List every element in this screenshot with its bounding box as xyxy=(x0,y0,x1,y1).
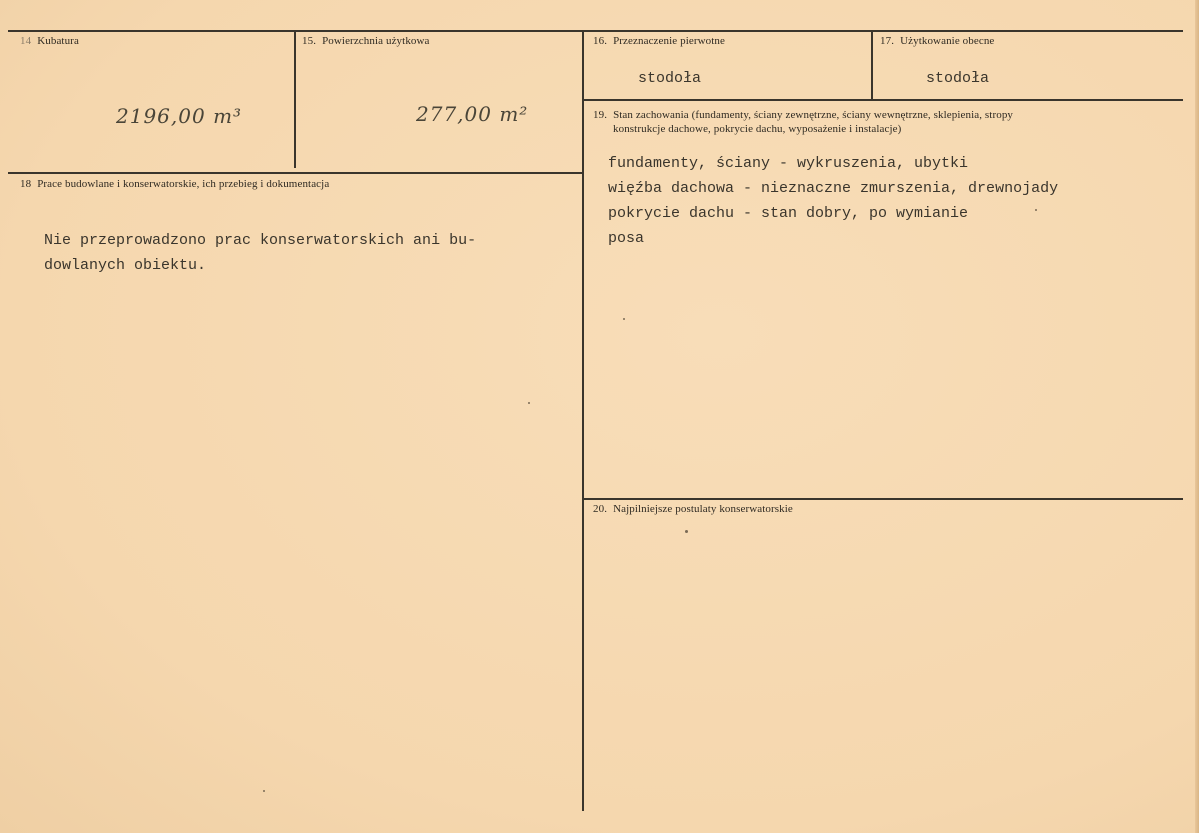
field-18-label xyxy=(20,177,329,191)
field-19-label-line-1 xyxy=(593,108,1013,122)
rule-below-16-17 xyxy=(583,99,1183,101)
field-19-title: Stan zachowania (fundamenty, ściany zewnętrzne, ściany wewnętrzne, sklepienia, stropy xyxy=(613,109,1014,121)
field-15-title: Powierzchnia użytkowa xyxy=(322,35,430,47)
field-15-number: 15. xyxy=(302,35,317,47)
center-divider xyxy=(582,31,584,811)
field-19-number: 19. xyxy=(593,109,608,121)
field-20-label xyxy=(593,502,793,516)
field-16-title: Przeznaczenie pierwotne xyxy=(613,35,725,47)
field-15-value: 277,00 m² xyxy=(416,102,529,126)
field-16-value: stodoła xyxy=(638,70,702,87)
field-14-title: Kubatura xyxy=(37,35,79,47)
paper-edge-shadow xyxy=(1195,0,1199,833)
rule-above-20 xyxy=(583,498,1183,500)
paper-speck xyxy=(623,318,625,320)
paper-speck xyxy=(528,402,530,404)
field-17-title: Użytkowanie obecne xyxy=(900,35,995,47)
field-18-number: 18 xyxy=(20,178,32,190)
field-20-number: 20. xyxy=(593,503,608,515)
field-18-text-line-2: dowlanych obiektu. xyxy=(44,257,207,274)
field-19-label-line-2: konstrukcje dachowe, pokrycie dachu, wyposażenie i instalacje) xyxy=(613,123,902,135)
field-19-text-line-1: fundamenty, ściany - wykruszenia, ubytki xyxy=(608,155,969,172)
divider-14-15 xyxy=(294,31,296,168)
paper-speck xyxy=(263,790,265,792)
divider-16-17 xyxy=(871,31,873,100)
paper-speck xyxy=(1035,209,1037,211)
top-rule xyxy=(8,30,1183,32)
field-20-title: Najpilniejsze postulaty konserwatorskie xyxy=(613,503,793,515)
rule-below-14-15 xyxy=(8,172,582,174)
field-14-label xyxy=(20,34,79,48)
field-17-label xyxy=(880,34,994,48)
field-14-number: 14 xyxy=(20,35,32,47)
field-16-label xyxy=(593,34,725,48)
field-16-number: 16. xyxy=(593,35,608,47)
field-18-text-line-1: Nie przeprowadzono prac konserwatorskich ani bu- xyxy=(44,232,477,249)
field-14-value: 2196,00 m³ xyxy=(116,104,243,128)
field-19-text-line-3: pokrycie dachu - stan dobry, po wymianie xyxy=(608,205,969,222)
field-17-number: 17. xyxy=(880,35,895,47)
field-15-label xyxy=(302,34,430,48)
field-18-title: Prace budowlane i konserwatorskie, ich przebieg i dokumentacja xyxy=(37,178,330,190)
field-19-text-line-2: więźba dachowa - nieznaczne zmurszenia, drewnojady xyxy=(608,180,1059,197)
field-19-text-line-4: posa xyxy=(608,230,645,247)
field-17-value: stodoła xyxy=(926,70,990,87)
paper-speck xyxy=(685,530,688,533)
